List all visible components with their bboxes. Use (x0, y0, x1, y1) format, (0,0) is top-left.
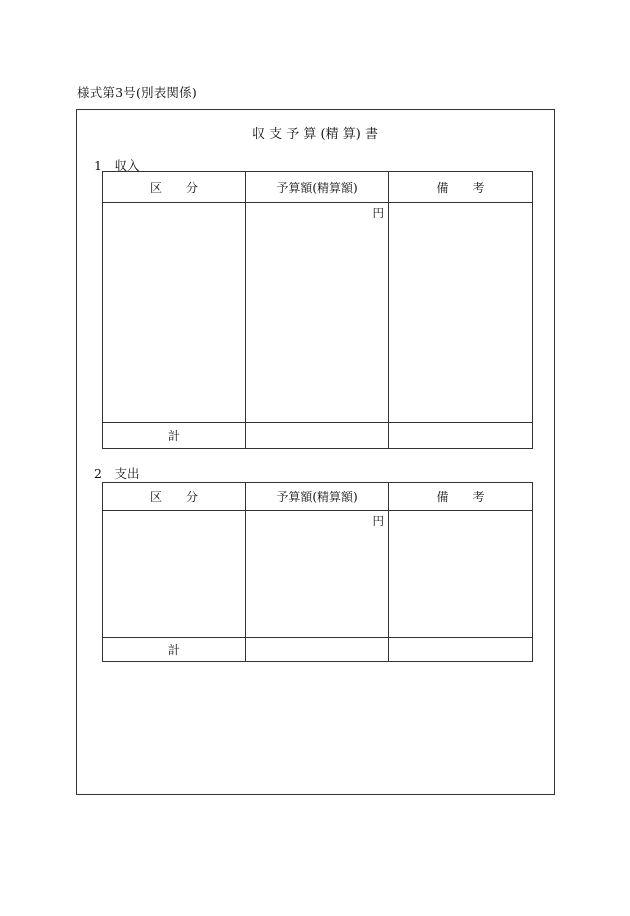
section-heading-expenditure: 2 支出 (94, 466, 140, 481)
form-number: 様式第3号(別表関係) (77, 85, 197, 100)
income-table-row (103, 203, 533, 423)
section-heading-income: 1 収入 (94, 158, 140, 173)
income-total-amount-cell[interactable] (246, 423, 389, 449)
expenditure-header-remarks: 備 考 (389, 483, 533, 511)
expenditure-total-label: 計 (103, 638, 246, 662)
income-header-budget: 予算額(精算額) (246, 172, 389, 203)
expenditure-total-amount-cell[interactable] (246, 638, 389, 662)
income-total-label: 計 (103, 423, 246, 449)
income-total-remarks-cell[interactable] (389, 423, 533, 449)
income-total-row (103, 423, 533, 449)
income-remarks-cell[interactable] (389, 203, 533, 423)
expenditure-unit-yen: 円 (372, 514, 384, 528)
expenditure-budget-cell[interactable] (246, 511, 389, 638)
expenditure-table-row (103, 511, 533, 638)
document-title (0, 123, 630, 142)
expenditure-header-budget: 予算額(精算額) (246, 483, 389, 511)
income-header-category: 区 分 (103, 172, 246, 203)
expenditure-category-cell[interactable] (103, 511, 246, 638)
expenditure-remarks-cell[interactable] (389, 511, 533, 638)
income-budget-cell[interactable] (246, 203, 389, 423)
income-unit-yen: 円 (372, 206, 384, 220)
income-category-cell[interactable] (103, 203, 246, 423)
income-table (102, 171, 533, 449)
expenditure-header-category: 区 分 (103, 483, 246, 511)
expenditure-total-row (103, 638, 533, 662)
document-title-text: 収 支 予 算 (精 算) 書 (252, 127, 378, 142)
income-header-remarks: 備 考 (389, 172, 533, 203)
expenditure-table (102, 482, 533, 662)
expenditure-total-remarks-cell[interactable] (389, 638, 533, 662)
income-table-header (103, 172, 533, 203)
expenditure-table-header (103, 483, 533, 511)
